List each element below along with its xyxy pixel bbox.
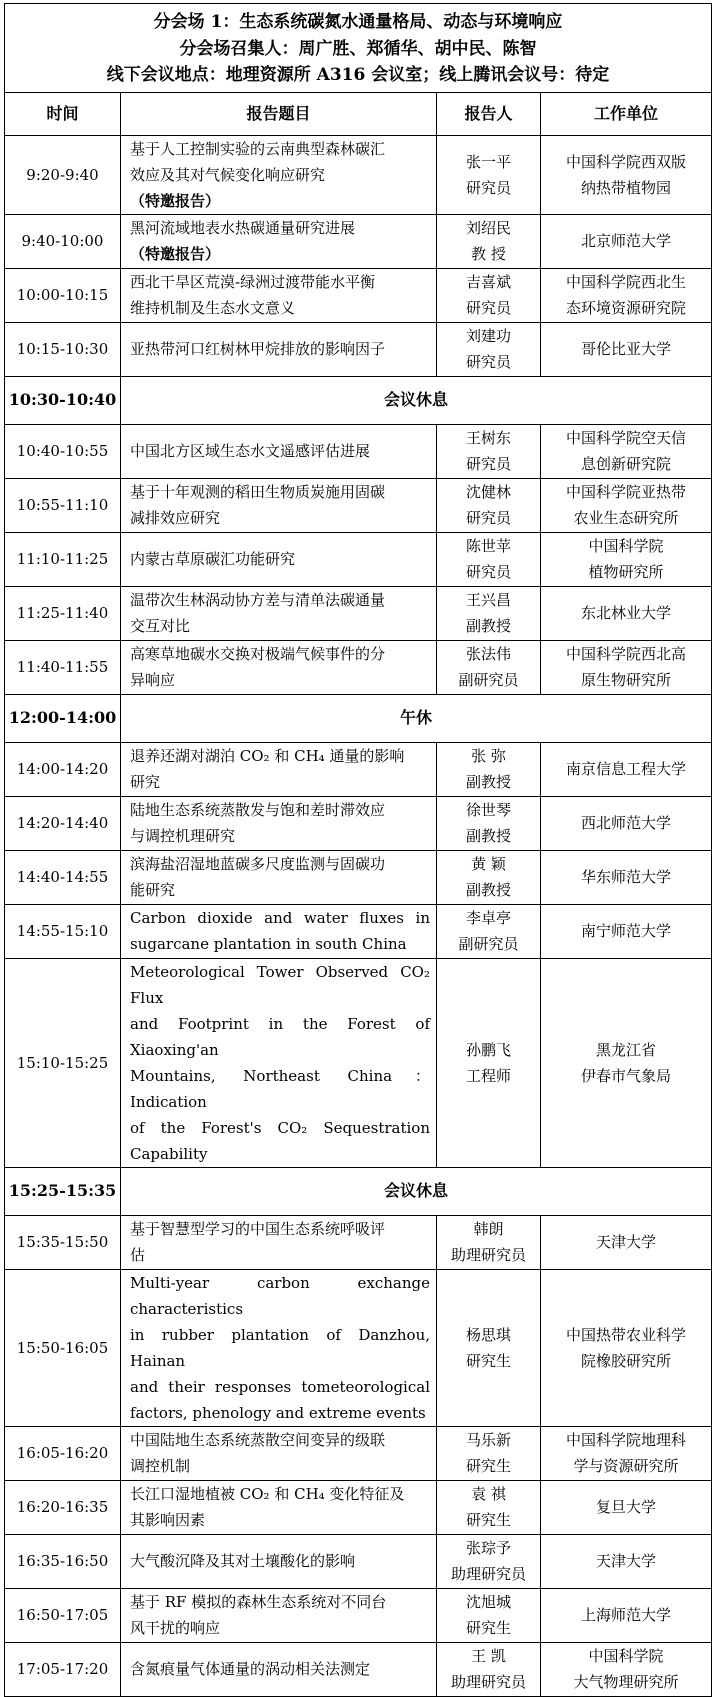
talk-title-line: 西北干旱区荒漠-绿洲过渡带能水平衡 (130, 273, 376, 292)
talk-row (5, 322, 712, 376)
affiliation-line: 中国科学院西北高 (566, 645, 687, 664)
affiliation-line: 东北林业大学 (581, 604, 672, 623)
talk-title-line: 内蒙古草原碳汇功能研究 (130, 550, 296, 569)
break-row (5, 376, 712, 424)
speaker-name: 刘绍民 (465, 219, 511, 238)
talk-title (121, 1426, 437, 1480)
affiliation-line: 大气物理研究所 (573, 1673, 679, 1692)
talk-title-line: 风干扰的响应 (130, 1619, 221, 1638)
talk-time: 11:40-11:55 (5, 640, 121, 694)
talk-row (5, 268, 712, 322)
break-row (5, 1167, 712, 1215)
talk-title-line: factors, phenology and extreme events (130, 1403, 426, 1422)
speaker-name: 吉喜斌 (465, 273, 511, 292)
speaker-name: 陈世苹 (465, 537, 511, 556)
talk-affiliation (541, 958, 712, 1167)
speaker-name: 袁 祺 (471, 1485, 506, 1504)
talk-title-line: 温带次生林涡动协方差与清单法碳通量 (130, 591, 386, 610)
talk-title (121, 640, 437, 694)
talk-speaker (437, 1642, 541, 1696)
talk-title (121, 135, 437, 214)
speaker-name: 刘建功 (465, 327, 511, 346)
talk-title (121, 1588, 437, 1642)
talk-time: 15:10-15:25 (5, 958, 121, 1167)
speaker-name: 沈旭城 (465, 1593, 511, 1612)
talk-affiliation (541, 1480, 712, 1534)
talk-affiliation (541, 640, 712, 694)
talk-row (5, 742, 712, 796)
talk-title-line: Multi-year carbon exchange characteristics (130, 1273, 430, 1318)
talk-title-line: 退养还湖对湖泊 CO₂ 和 CH₄ 通量的影响 (130, 747, 405, 766)
talk-time: 16:20-16:35 (5, 1480, 121, 1534)
talk-title-line: and Footprint in the Forest of Xiaoxing'an (130, 1014, 430, 1059)
speaker-title: 研究员 (465, 178, 511, 197)
speaker-name: 王树东 (465, 429, 511, 448)
talk-time: 10:55-11:10 (5, 478, 121, 532)
talk-title (121, 1269, 437, 1426)
talk-title (121, 958, 437, 1167)
talk-title-line: in rubber plantation of Danzhou, Hainan (130, 1325, 430, 1370)
talk-speaker (437, 796, 541, 850)
affiliation-line: 纳热带植物园 (581, 178, 672, 197)
affiliation-line: 中国科学院 (588, 537, 664, 556)
talk-title (121, 532, 437, 586)
talk-title-line: 大气酸沉降及其对土壤酸化的影响 (130, 1552, 356, 1571)
talk-row (5, 532, 712, 586)
speaker-title: 副教授 (465, 773, 511, 792)
speaker-title: 副研究员 (458, 671, 519, 690)
talk-row (5, 796, 712, 850)
talk-affiliation (541, 904, 712, 958)
talk-time: 11:25-11:40 (5, 586, 121, 640)
speaker-name: 徐世琴 (465, 801, 511, 820)
session-title: 分会场 1：生态系统碳氮水通量格局、动态与环境响应 (153, 12, 563, 32)
talk-time: 10:15-10:30 (5, 322, 121, 376)
talk-affiliation (541, 850, 712, 904)
talk-time: 10:00-10:15 (5, 268, 121, 322)
talk-time: 9:20-9:40 (5, 135, 121, 214)
speaker-title: 研究生 (465, 1511, 511, 1530)
talk-speaker (437, 268, 541, 322)
talk-affiliation (541, 135, 712, 214)
talk-time: 16:50-17:05 (5, 1588, 121, 1642)
talk-title (121, 268, 437, 322)
speaker-title: 副教授 (465, 617, 511, 636)
speaker-title: 教 授 (471, 245, 506, 264)
affiliation-line: 南京信息工程大学 (566, 760, 687, 779)
talk-time: 17:05-17:20 (5, 1642, 121, 1696)
affiliation-line: 西北师范大学 (581, 814, 672, 833)
talk-title (121, 1642, 437, 1696)
speaker-title: 副教授 (465, 881, 511, 900)
talk-speaker (437, 214, 541, 268)
talk-row (5, 1480, 712, 1534)
talk-row (5, 640, 712, 694)
talk-speaker (437, 1480, 541, 1534)
break-label: 午休 (121, 694, 712, 742)
speaker-title: 研究员 (465, 455, 511, 474)
break-time: 15:25-15:35 (5, 1167, 121, 1215)
column-header-time: 时间 (5, 92, 121, 135)
talk-row (5, 1642, 712, 1696)
speaker-title: 助理研究员 (450, 1246, 526, 1265)
affiliation-line: 态环境资源研究院 (566, 299, 687, 318)
speaker-title: 研究员 (465, 353, 511, 372)
speaker-title: 助理研究员 (450, 1565, 526, 1584)
talk-affiliation (541, 742, 712, 796)
talk-affiliation (541, 268, 712, 322)
talk-title (121, 322, 437, 376)
talk-title (121, 1480, 437, 1534)
talk-row (5, 214, 712, 268)
talk-speaker (437, 958, 541, 1167)
talk-title-line: of the Forest's CO₂ Sequestration (130, 1118, 430, 1137)
speaker-name: 杨思琪 (465, 1325, 511, 1344)
break-time: 12:00-14:00 (5, 694, 121, 742)
talk-time: 14:20-14:40 (5, 796, 121, 850)
talk-time: 11:10-11:25 (5, 532, 121, 586)
talk-speaker (437, 640, 541, 694)
talk-title (121, 904, 437, 958)
talk-title-line: 含氮痕量气体通量的涡动相关法测定 (130, 1660, 371, 1679)
speaker-name: 韩朗 (473, 1220, 504, 1239)
speaker-name: 张 弥 (471, 747, 506, 766)
talk-title-line: 维持机制及生态水文意义 (130, 299, 296, 318)
speaker-title: 副教授 (465, 827, 511, 846)
talk-speaker (437, 742, 541, 796)
talk-title-line: Meteorological Tower Observed CO₂ Flux (130, 962, 430, 1007)
speaker-name: 王 凯 (471, 1647, 506, 1666)
talk-title-line: Capability (130, 1144, 208, 1163)
talk-title-line: 中国陆地生态系统蒸散空间变异的级联 (130, 1431, 386, 1450)
session-header (5, 4, 712, 93)
talk-time: 9:40-10:00 (5, 214, 121, 268)
talk-title-line: 减排效应研究 (130, 509, 221, 528)
break-label: 会议休息 (121, 1167, 712, 1215)
talk-speaker (437, 1588, 541, 1642)
talk-row (5, 1215, 712, 1269)
talk-title-line: 长江口湿地植被 CO₂ 和 CH₄ 变化特征及 (130, 1485, 405, 1504)
invited-talk-tag: （特邀报告） (130, 245, 221, 264)
talk-affiliation (541, 214, 712, 268)
talk-title-line: 异响应 (130, 671, 176, 690)
talk-affiliation (541, 1534, 712, 1588)
talk-title-line: 调控机制 (130, 1457, 191, 1476)
talk-time: 15:50-16:05 (5, 1269, 121, 1426)
talk-speaker (437, 322, 541, 376)
talk-speaker (437, 532, 541, 586)
break-label: 会议休息 (121, 376, 712, 424)
talk-affiliation (541, 478, 712, 532)
talk-row (5, 586, 712, 640)
affiliation-line: 天津大学 (596, 1552, 657, 1571)
talk-title-line: 基于 RF 模拟的森林生态系统对不同台 (130, 1593, 387, 1612)
affiliation-line: 中国科学院 (588, 1647, 664, 1666)
affiliation-line: 哥伦比亚大学 (581, 340, 672, 359)
speaker-title: 研究员 (465, 563, 511, 582)
talk-affiliation (541, 796, 712, 850)
affiliation-line: 黑龙江省 (596, 1040, 657, 1059)
affiliation-line: 院橡胶研究所 (581, 1351, 672, 1370)
break-row (5, 694, 712, 742)
schedule-sheet (4, 3, 711, 1697)
talk-title-line: 中国北方区域生态水文遥感评估进展 (130, 442, 371, 461)
affiliation-line: 中国科学院西北生 (566, 273, 687, 292)
talk-title-line: Mountains, Northeast China： Indication (130, 1066, 430, 1111)
talk-row (5, 1588, 712, 1642)
speaker-name: 沈健林 (465, 483, 511, 502)
talk-title-line: 能研究 (130, 881, 176, 900)
talk-title (121, 1534, 437, 1588)
talk-title (121, 214, 437, 268)
talk-title-line: 与调控机理研究 (130, 827, 236, 846)
talk-title-line: 研究 (130, 773, 161, 792)
talk-affiliation (541, 1269, 712, 1426)
affiliation-line: 中国科学院亚热带 (566, 483, 687, 502)
speaker-name: 孙鹏飞 (465, 1040, 511, 1059)
affiliation-line: 中国科学院空天信 (566, 429, 687, 448)
talk-title-line: 基于智慧型学习的中国生态系统呼吸评 (130, 1220, 386, 1239)
talk-row (5, 904, 712, 958)
talk-affiliation (541, 424, 712, 478)
affiliation-line: 中国科学院地理科 (566, 1431, 687, 1450)
talk-title-line: and their responses tometeorological (130, 1377, 430, 1396)
talk-title-line: 交互对比 (130, 617, 191, 636)
speaker-name: 张法伟 (465, 645, 511, 664)
talk-row (5, 424, 712, 478)
column-header-speaker: 报告人 (437, 92, 541, 135)
affiliation-line: 上海师范大学 (581, 1606, 672, 1625)
affiliation-line: 天津大学 (596, 1233, 657, 1252)
column-header-title: 报告题目 (121, 92, 437, 135)
talk-speaker (437, 135, 541, 214)
session-header-row (5, 4, 712, 93)
talk-time: 14:40-14:55 (5, 850, 121, 904)
speaker-name: 张一平 (465, 152, 511, 171)
talk-row (5, 958, 712, 1167)
talk-title (121, 478, 437, 532)
talk-title-line: 滨海盐沼湿地蓝碳多尺度监测与固碳功 (130, 855, 386, 874)
affiliation-line: 复旦大学 (596, 1498, 657, 1517)
speaker-title: 助理研究员 (450, 1673, 526, 1692)
talk-affiliation (541, 586, 712, 640)
talk-row (5, 850, 712, 904)
affiliation-line: 中国科学院西双版 (566, 152, 687, 171)
talk-title-line: 其影响因素 (130, 1511, 206, 1530)
speaker-title: 副研究员 (458, 935, 519, 954)
speaker-name: 马乐新 (465, 1431, 511, 1450)
talk-title-line: Carbon dioxide and water fluxes in (130, 909, 430, 928)
break-time: 10:30-10:40 (5, 376, 121, 424)
affiliation-line: 植物研究所 (588, 563, 664, 582)
affiliation-line: 南宁师范大学 (581, 922, 672, 941)
talk-speaker (437, 1215, 541, 1269)
session-conveners: 分会场召集人：周广胜、郑循华、胡中民、陈智 (179, 38, 537, 59)
affiliation-line: 伊春市气象局 (581, 1066, 672, 1085)
talk-title-line: 黑河流域地表水热碳通量研究进展 (130, 219, 356, 238)
talk-title (121, 742, 437, 796)
column-header-affiliation: 工作单位 (541, 92, 712, 135)
talk-title-line: 高寒草地碳水交换对极端气候事件的分 (130, 645, 386, 664)
talk-affiliation (541, 1215, 712, 1269)
talk-time: 16:35-16:50 (5, 1534, 121, 1588)
affiliation-line: 原生物研究所 (581, 671, 672, 690)
speaker-title: 研究生 (465, 1351, 511, 1370)
talk-title-line: 基于十年观测的稻田生物质炭施用固碳 (130, 483, 386, 502)
talk-speaker (437, 904, 541, 958)
talk-row (5, 478, 712, 532)
speaker-title: 研究员 (465, 299, 511, 318)
affiliation-line: 中国热带农业科学 (566, 1325, 687, 1344)
talk-row (5, 1426, 712, 1480)
talk-speaker (437, 850, 541, 904)
talk-time: 10:40-10:55 (5, 424, 121, 478)
talk-title-line: 亚热带河口红树林甲烷排放的影响因子 (130, 340, 386, 359)
talk-speaker (437, 478, 541, 532)
talk-affiliation (541, 1426, 712, 1480)
talk-row (5, 1534, 712, 1588)
speaker-title: 研究生 (465, 1619, 511, 1638)
talk-speaker (437, 1534, 541, 1588)
speaker-name: 王兴昌 (465, 591, 511, 610)
affiliation-line: 北京师范大学 (581, 232, 672, 251)
affiliation-line: 农业生态研究所 (573, 509, 679, 528)
talk-speaker (437, 586, 541, 640)
talk-speaker (437, 424, 541, 478)
talk-row (5, 135, 712, 214)
talk-time: 16:05-16:20 (5, 1426, 121, 1480)
talk-affiliation (541, 322, 712, 376)
talk-title (121, 796, 437, 850)
talk-affiliation (541, 532, 712, 586)
column-header-row (5, 92, 712, 135)
talk-time: 14:00-14:20 (5, 742, 121, 796)
affiliation-line: 华东师范大学 (581, 868, 672, 887)
talk-speaker (437, 1426, 541, 1480)
speaker-title: 研究生 (465, 1457, 511, 1476)
speaker-title: 工程师 (465, 1066, 511, 1085)
talk-title (121, 424, 437, 478)
affiliation-line: 息创新研究院 (581, 455, 672, 474)
talk-row (5, 1269, 712, 1426)
talk-title-line: sugarcane plantation in south China (130, 935, 407, 954)
speaker-name: 张琮予 (465, 1539, 511, 1558)
talk-title (121, 586, 437, 640)
talk-title-line: 估 (130, 1246, 146, 1265)
speaker-title: 研究员 (465, 509, 511, 528)
talk-speaker (437, 1269, 541, 1426)
talk-time: 15:35-15:50 (5, 1215, 121, 1269)
session-venue: 线下会议地点：地理资源所 A316 会议室；线上腾讯会议号：待定 (106, 65, 610, 86)
talk-title (121, 1215, 437, 1269)
talk-affiliation (541, 1642, 712, 1696)
talk-title-line: 陆地生态系统蒸散发与饱和差时滞效应 (130, 801, 386, 820)
talk-affiliation (541, 1588, 712, 1642)
invited-talk-tag: （特邀报告） (130, 191, 221, 210)
schedule-table (4, 3, 712, 1697)
speaker-name: 李卓亭 (465, 909, 511, 928)
talk-time: 14:55-15:10 (5, 904, 121, 958)
speaker-name: 黄 颖 (471, 855, 506, 874)
talk-title-line: 效应及其对气候变化响应研究 (130, 165, 326, 184)
affiliation-line: 学与资源研究所 (573, 1457, 679, 1476)
talk-title-line: 基于人工控制实验的云南典型森林碳汇 (130, 139, 386, 158)
talk-title (121, 850, 437, 904)
